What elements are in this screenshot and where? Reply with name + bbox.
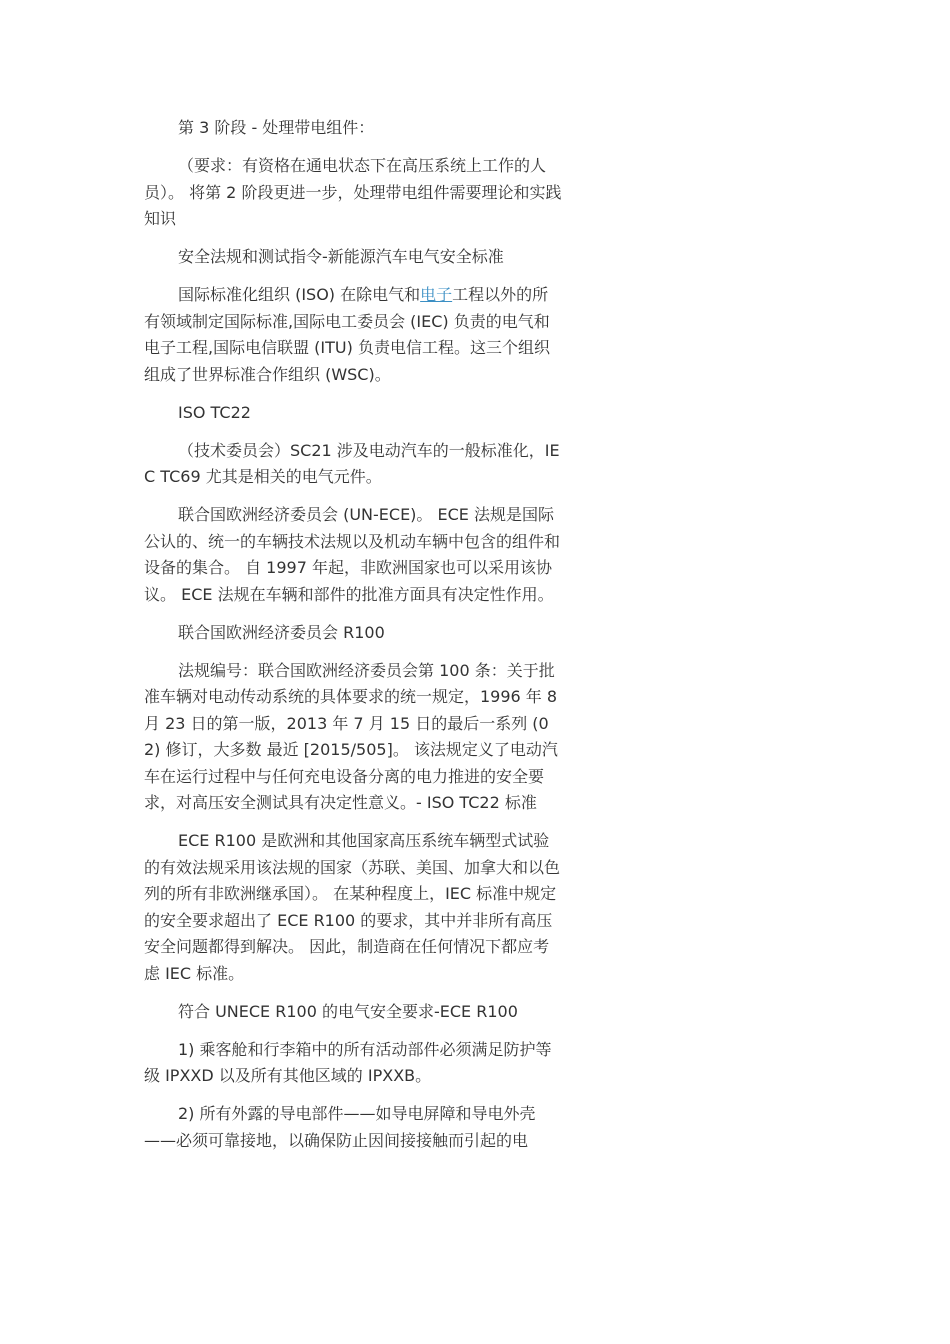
document-page	[144, 115, 564, 1166]
paragraph-text-start: 国际标准化组织 (ISO) 在除电气和	[178, 285, 421, 304]
un-ece-paragraph: 联合国欧洲经济委员会 (UN-ECE)。 ECE 法规是国际公认的、统一的车辆技术法规以及机动车辆中包含的组件和设备的集合。 自 1997 年起，非欧洲国家也可以采用该协议。 ECE 法规在车辆和部件的批准方面具有决定性作用。	[144, 505, 561, 604]
technical-committee-paragraph: （技术委员会）SC21 涉及电动汽车的一般标准化，IEC TC69 尤其是相关的电气元件。	[144, 440, 560, 486]
electronics-link[interactable]: 电子	[420, 285, 453, 304]
electrical-safety-requirements-heading: 符合 UNECE R100 的电气安全要求-ECE R100	[178, 1001, 518, 1021]
un-ece-r100-heading: 联合国欧洲经济委员会 R100	[178, 622, 385, 642]
paragraph-text-end: 工程以外的所有领域制定国际标准,国际电工委员会 (IEC) 负责的电气和电子工程,国际电信联盟 (ITU) 负责电信工程。这三个组织组成了世界标准合作组织 (WSC)。	[144, 285, 550, 384]
phase-3-heading: 第 3 阶段 - 处理带电组件：	[178, 118, 375, 137]
regulation-number-paragraph: 法规编号：联合国欧洲经济委员会第 100 条：关于批准车辆对电动传动系统的具体要求的统一规定，1996 年 8 月 23 日的第一版，2013 年 7 月 15 日的最后一系列 (02) 修订，大多数 最近 [2015/505]。 该法规定义了电动汽车在运行过程中与任何充电设备分离的电力推进的安全要求，对高压安全测试具有决定性意义。- ISO TC22 标准	[144, 660, 558, 812]
ece-r100-description-paragraph: ECE R100 是欧洲和其他国家高压系统车辆型式试验的有效法规采用该法规的国家（苏联、美国、加拿大和以色列的所有非欧洲继承国）。 在某种程度上，IEC 标准中规定的安全要求超出了 ECE R100 的要求，其中并非所有高压安全问题都得到解决。 因此，制造商在任何情况下都应考虑 IEC 标准。	[144, 831, 561, 983]
requirement-item-2: 2) 所有外露的导电部件——如导电屏障和导电外壳——必须可靠接地，以确保防止因间接接触而引起的电	[144, 1104, 536, 1150]
phase-3-requirement-paragraph: （要求：有资格在通电状态下在高压系统上工作的人员）。 将第 2 阶段更进一步，处理带电组件需要理论和实践知识	[144, 156, 562, 228]
standards-organizations-paragraph	[144, 282, 564, 388]
requirement-item-1: 1) 乘客舱和行李箱中的所有活动部件必须满足防护等级 IPXXD 以及所有其他区域的 IPXXB。	[144, 1039, 552, 1085]
safety-regulations-heading: 安全法规和测试指令-新能源汽车电气安全标准	[178, 247, 504, 266]
iso-tc22-heading: ISO TC22	[178, 402, 251, 422]
